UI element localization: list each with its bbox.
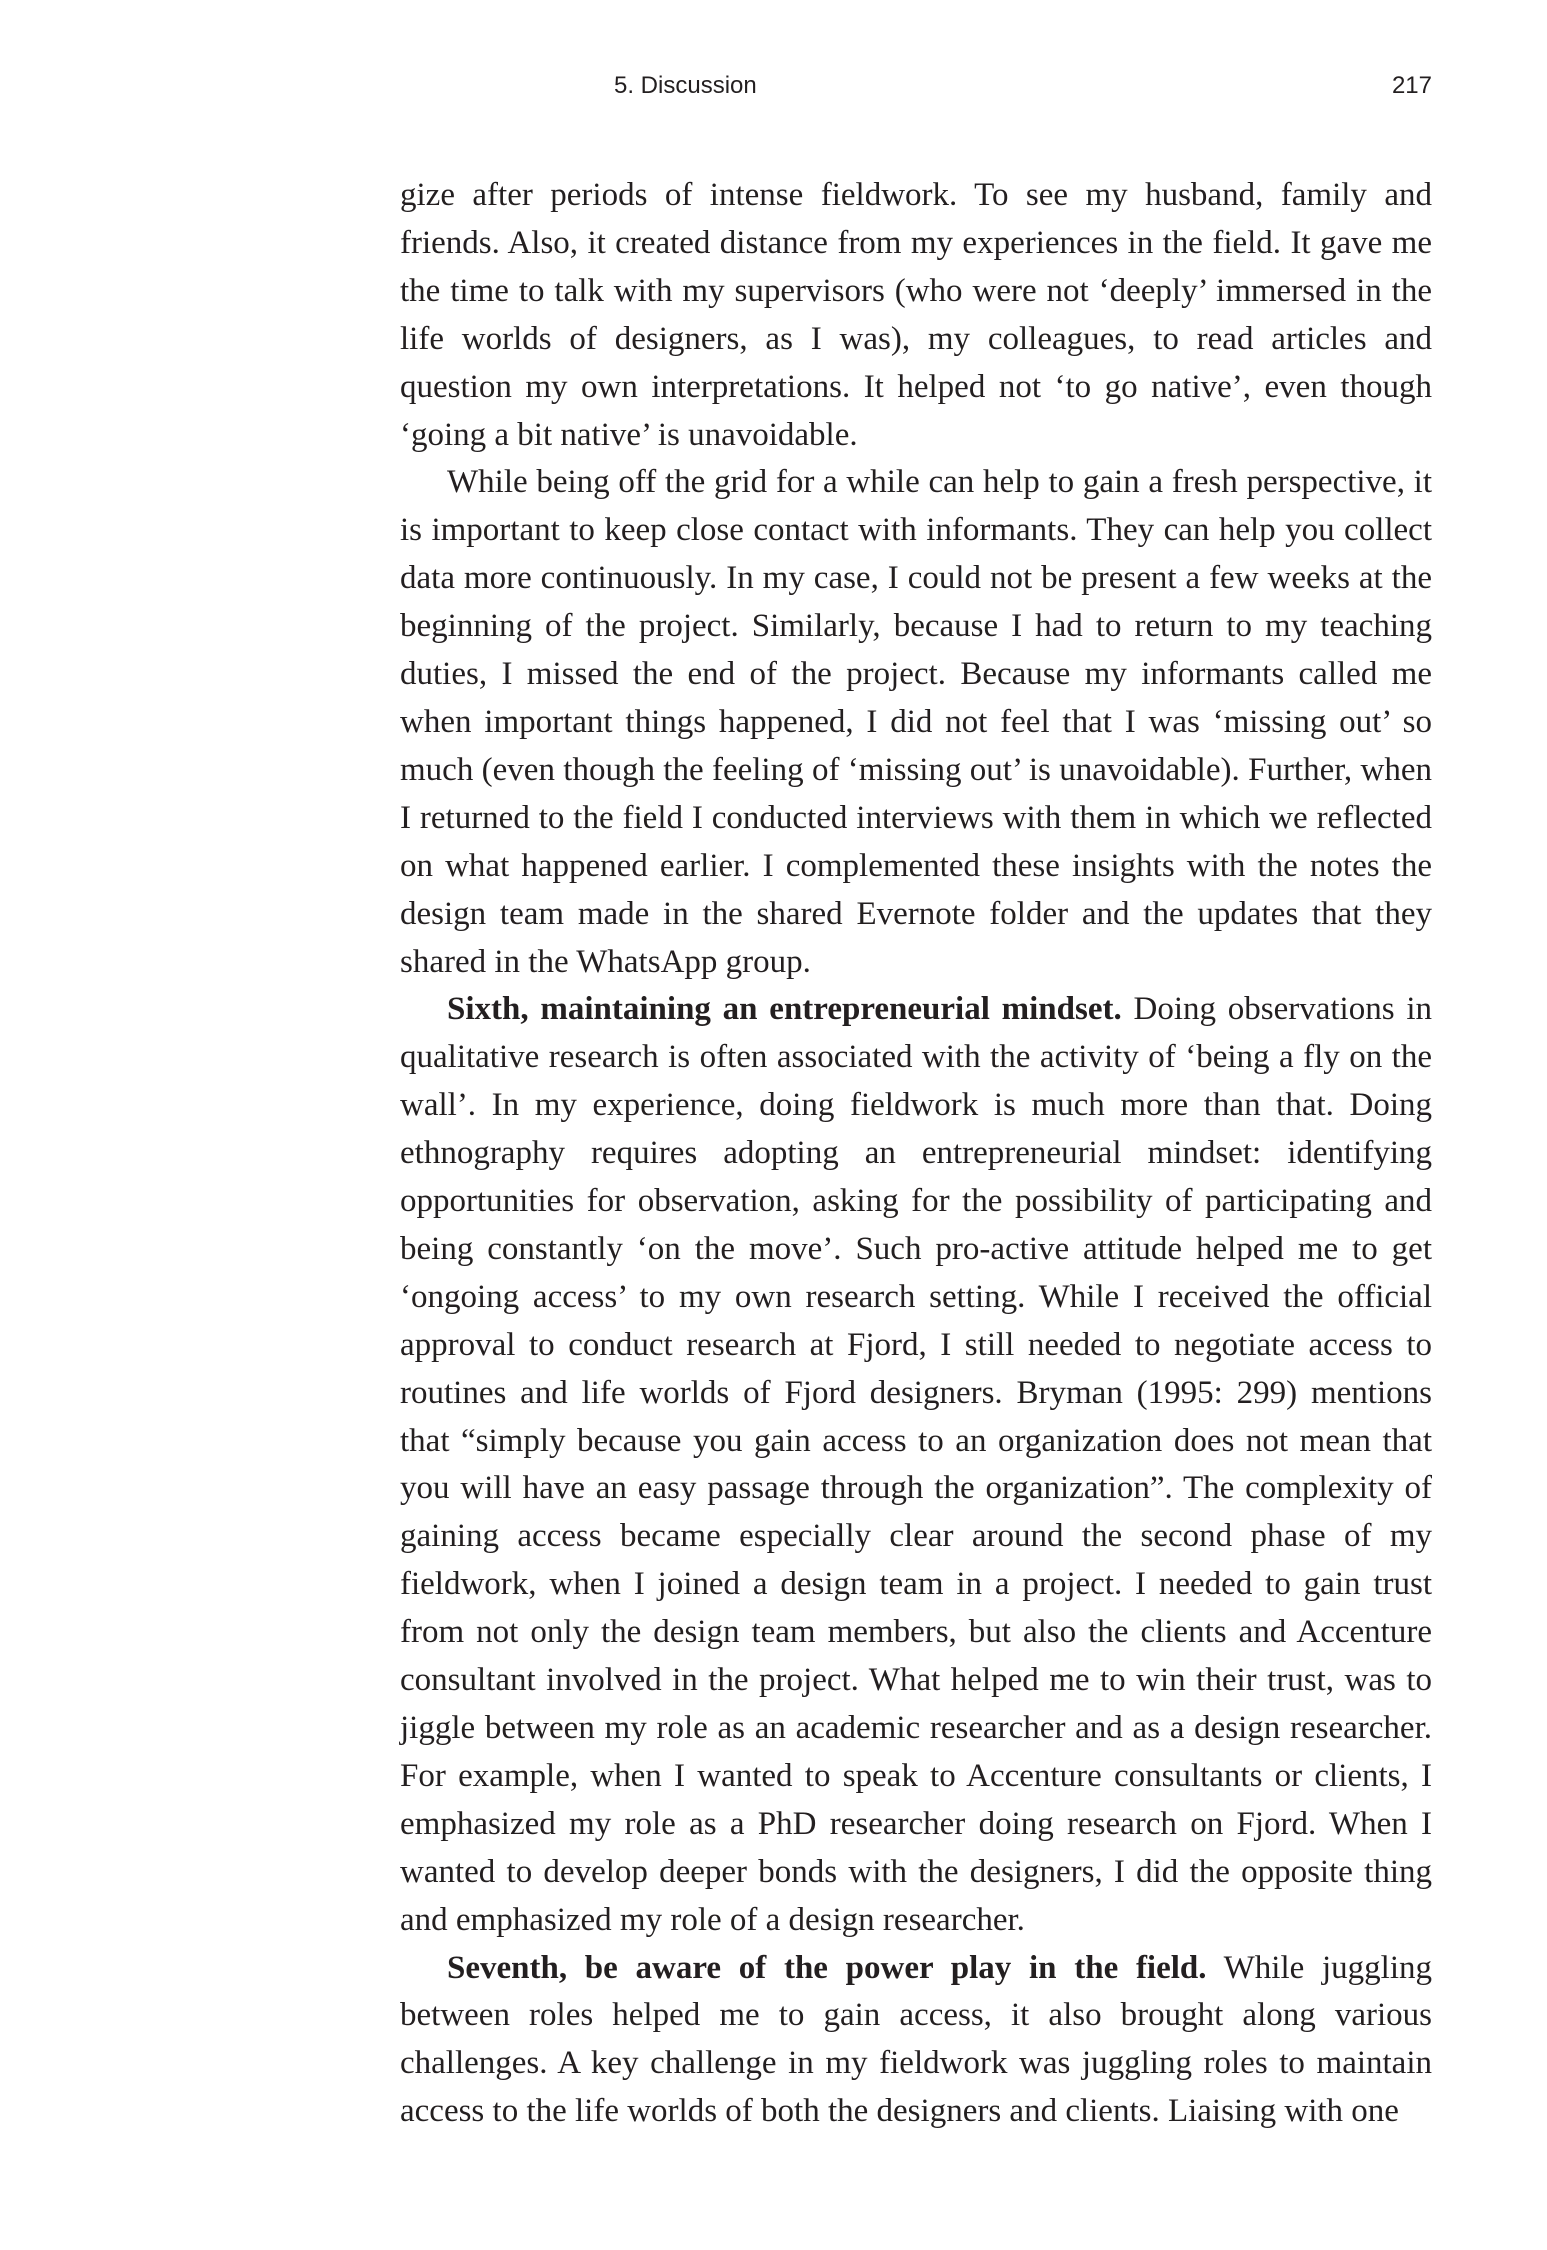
paragraph-text: While juggling between roles helped me to gain access, it also brought along various challenges. A key challenge in my fieldwork was juggling roles to maintain access to the life worlds of both the designers and clients. Liaising with one: [400, 1949, 1433, 2130]
run-in-heading: Seventh, be aware of the power play in the field.: [447, 1949, 1207, 1986]
paragraph-text: Doing observations in qualitative research is often associated with the activity of ‘being a fly on the wall’. In my experience, doing fieldwork is much more than that. Doing ethnography requires adopting an entrepreneurial mindset: identifying opportunities for observation, asking for the possibility of participating and being constantly ‘on the move’. Such pro-active attitude helped me to get ‘ongoing access’ to my own research setting. While I received the official approval to conduct research at Fjord, I still needed to negotiate access to routines and life worlds of Fjord designers. Bryman (1995: 299) mentions that “simply because you gain access to an organization does not mean that you will have an easy passage through the organization”. The complexity of gaining access became especially clear around the second phase of my fieldwork, when I joined a design team in a project. I needed to gain trust from not only the design team members, but also the clients and Accenture consultant involved in the project. What helped me to win their trust, was to jiggle between my role as an academic researcher and as a design researcher. For example, when I wanted to speak to Accenture consultants or clients, I emphasized my role as a PhD researcher doing research on Fjord. When I wanted to develop deeper bonds with the designers, I did the opposite thing and emphasized my role of a design researcher.: [400, 991, 1432, 1938]
running-head: [400, 68, 1432, 104]
paragraph-text: While being off the grid for a while can help to gain a fresh perspective, it is important to keep close contact with informants. They can help you collect data more continuously. In my case, I could not be present a few weeks at the beginning of the project. Similarly, because I had to return to my teaching duties, I missed the end of the project. Because my informants called me when important things happened, I did not feel that I was ‘missing out’ so much (even though the feeling of ‘missing out’ is unavoidable). Further, when I returned to the field I conducted interviews with them in which we reflected on what happened earlier. I complemented these insights with the notes the design team made in the shared Evernote folder and the updates that they shared in the WhatsApp group.: [400, 464, 1432, 980]
paragraph-continuation: [400, 172, 1432, 459]
section-title: 5. Discussion: [614, 72, 757, 99]
paragraph-seventh: [400, 1945, 1432, 2137]
page-number: 217: [1391, 72, 1432, 99]
body-text: [400, 172, 1432, 2136]
paragraph-text: gize after periods of intense fieldwork. To see my husband, family and friends. Also, it created distance from my experiences in the field. It gave me the time to talk with my supervisors (who were not ‘deeply’ immersed in the life worlds of designers, as I was), my colleagues, to read articles and question my own interpretations. It helped not ‘to go native’, even though ‘going a bit native’ is unavoidable.: [400, 177, 1432, 453]
paragraph-informants: [400, 459, 1432, 986]
run-in-heading: Sixth, maintaining an entrepreneurial mindset.: [447, 991, 1122, 1028]
paragraph-sixth: [400, 986, 1432, 1944]
